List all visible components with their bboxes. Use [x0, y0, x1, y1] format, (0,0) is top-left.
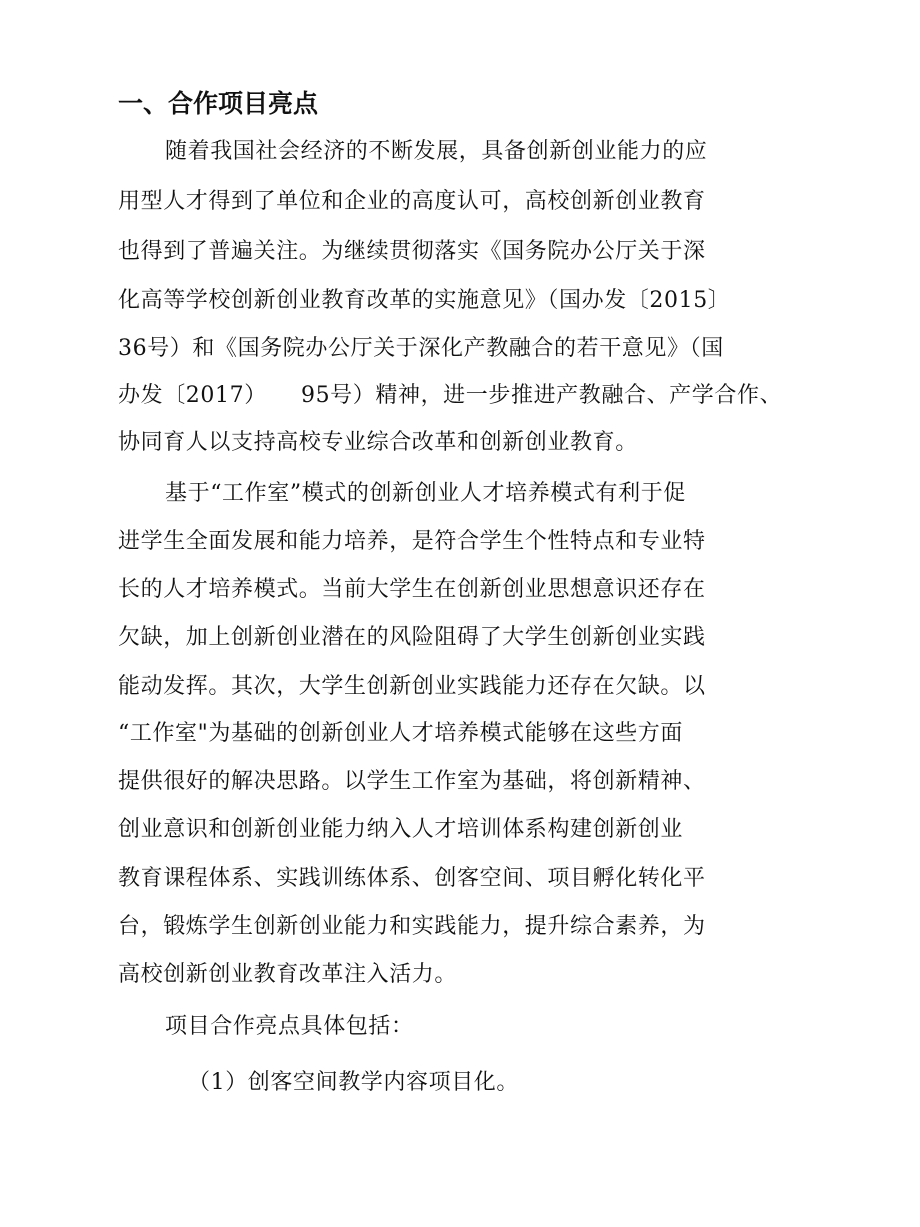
paragraph-1-line-1: 随着我国社会经济的不断发展，具备创新创业能力的应	[165, 139, 708, 164]
paragraph-2-line-9: 教育课程体系、实践训练体系、创客空间、项目孵化转化平	[118, 866, 706, 891]
paragraph-1-line-4: 化高等学校创新创业教育改革的实施意见》（国办发〔2015〕	[118, 288, 731, 313]
paragraph-2-line-7: 提供很好的解决思路。以学生工作室为基础，将创新精神、	[118, 769, 706, 794]
paragraph-1-line-5: 36号）和《国务院办公厅关于深化产教融合的若干意见》（国	[118, 336, 724, 361]
paragraph-2-line-11: 高校创新创业教育改革注入活力。	[118, 962, 458, 987]
section-heading: 一、合作项目亮点	[118, 89, 319, 118]
paragraph-2-line-6: “工作室"为基础的创新创业人才培养模式能够在这些方面	[118, 721, 683, 746]
highlights-intro: 项目合作亮点具体包括：	[165, 1014, 414, 1039]
paragraph-1-line-2: 用型人才得到了单位和企业的高度认可，高校创新创业教育	[118, 189, 706, 214]
paragraph-2-line-8: 创业意识和创新创业能力纳入人才培训体系构建创新创业	[118, 817, 684, 842]
paragraph-2-line-5: 能动发挥。其次，大学生创新创业实践能力还存在欠缺。以	[118, 674, 706, 699]
paragraph-1-line-3: 也得到了普遍关注。为继续贯彻落实《国务院办公厅关于深	[118, 239, 706, 264]
paragraph-2-line-4: 欠缺，加上创新创业潜在的风险阻碍了大学生创新创业实践	[118, 625, 706, 650]
paragraph-2-line-2: 进学生全面发展和能力培养，是符合学生个性特点和专业特	[118, 529, 706, 554]
paragraph-2-line-10: 台，锻炼学生创新创业能力和实践能力，提升综合素养，为	[118, 914, 706, 939]
highlight-item-1: （1）创客空间教学内容项目化。	[188, 1070, 519, 1095]
paragraph-2-line-1: 基于“工作室”模式的创新创业人才培养模式有利于促	[165, 481, 686, 506]
paragraph-1-line-6: 办发〔2017） 95号）精神，进一步推进产教融合、产学合作、	[118, 383, 783, 408]
paragraph-1-line-7: 协同育人以支持高校专业综合改革和创新创业教育。	[118, 430, 638, 455]
paragraph-2-line-3: 长的人才培养模式。当前大学生在创新创业思想意识还存在	[118, 577, 706, 602]
